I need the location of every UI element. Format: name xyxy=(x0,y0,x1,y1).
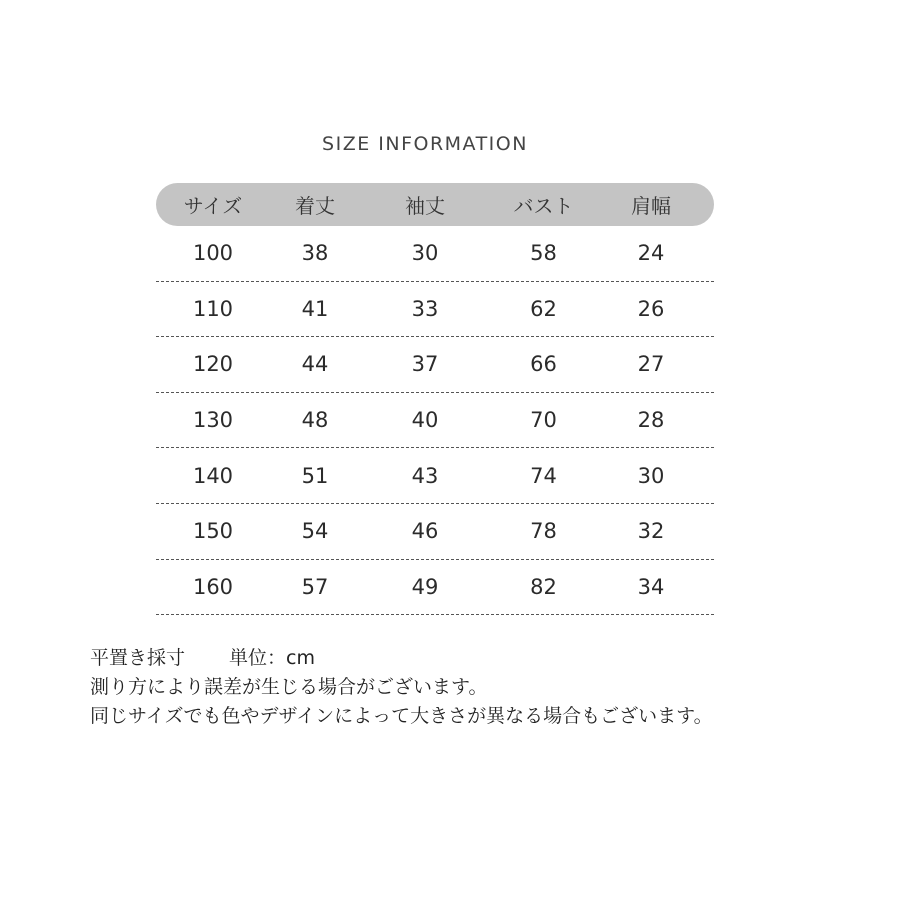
cell-length: 44 xyxy=(301,352,329,377)
cell-size: 160 xyxy=(192,574,234,599)
note-line-3: 同じサイズでも色やデザインによって大きさが異なる場合もございます。 xyxy=(90,705,713,727)
page-title: SIZE INFORMATION xyxy=(322,133,528,155)
notes xyxy=(90,644,890,731)
cell-shoulder: 28 xyxy=(637,408,665,433)
table-row xyxy=(156,337,714,393)
note-line-2: 測り方により誤差が生じる場合がございます。 xyxy=(90,676,488,698)
table-row xyxy=(156,282,714,338)
cell-sleeve: 37 xyxy=(411,352,439,377)
cell-shoulder: 30 xyxy=(637,463,665,488)
cell-size: 110 xyxy=(192,296,234,321)
cell-bust: 70 xyxy=(530,408,557,433)
cell-bust: 62 xyxy=(530,296,557,321)
cell-sleeve: 46 xyxy=(411,519,439,544)
cell-size: 150 xyxy=(192,519,234,544)
table-row xyxy=(156,226,714,282)
table-row xyxy=(156,448,714,504)
cell-shoulder: 32 xyxy=(637,519,665,544)
cell-length: 41 xyxy=(301,296,329,321)
cell-bust: 74 xyxy=(530,463,557,488)
cell-shoulder: 26 xyxy=(637,296,665,321)
cell-shoulder: 24 xyxy=(637,241,665,266)
note-method: 平置き採寸 xyxy=(90,647,186,669)
header-sleeve: 袖丈 xyxy=(405,194,445,218)
table-row xyxy=(156,560,714,616)
table-header xyxy=(156,183,714,226)
cell-shoulder: 34 xyxy=(637,574,665,599)
cell-bust: 66 xyxy=(530,352,557,377)
cell-length: 51 xyxy=(301,463,329,488)
header-shoulder: 肩幅 xyxy=(631,194,671,218)
table-row xyxy=(156,504,714,560)
cell-bust: 58 xyxy=(530,241,557,266)
cell-shoulder: 27 xyxy=(637,352,665,377)
size-table xyxy=(156,183,714,615)
cell-bust: 78 xyxy=(530,519,557,544)
header-length: 着丈 xyxy=(295,194,335,218)
cell-sleeve: 49 xyxy=(411,574,439,599)
cell-sleeve: 30 xyxy=(411,241,439,266)
cell-length: 57 xyxy=(301,574,329,599)
cell-length: 54 xyxy=(301,519,329,544)
cell-size: 100 xyxy=(192,241,234,266)
cell-length: 38 xyxy=(301,241,329,266)
header-bust: バスト xyxy=(513,194,574,218)
note-unit: 単位：cm xyxy=(229,647,315,669)
cell-sleeve: 33 xyxy=(411,296,439,321)
cell-bust: 82 xyxy=(530,574,557,599)
cell-sleeve: 40 xyxy=(411,408,439,433)
cell-size: 120 xyxy=(192,352,234,377)
cell-size: 140 xyxy=(192,463,234,488)
cell-size: 130 xyxy=(192,408,234,433)
cell-sleeve: 43 xyxy=(411,463,439,488)
cell-length: 48 xyxy=(301,408,329,433)
header-size: サイズ xyxy=(183,194,243,218)
note-line-1 xyxy=(90,644,890,673)
table-row xyxy=(156,393,714,449)
